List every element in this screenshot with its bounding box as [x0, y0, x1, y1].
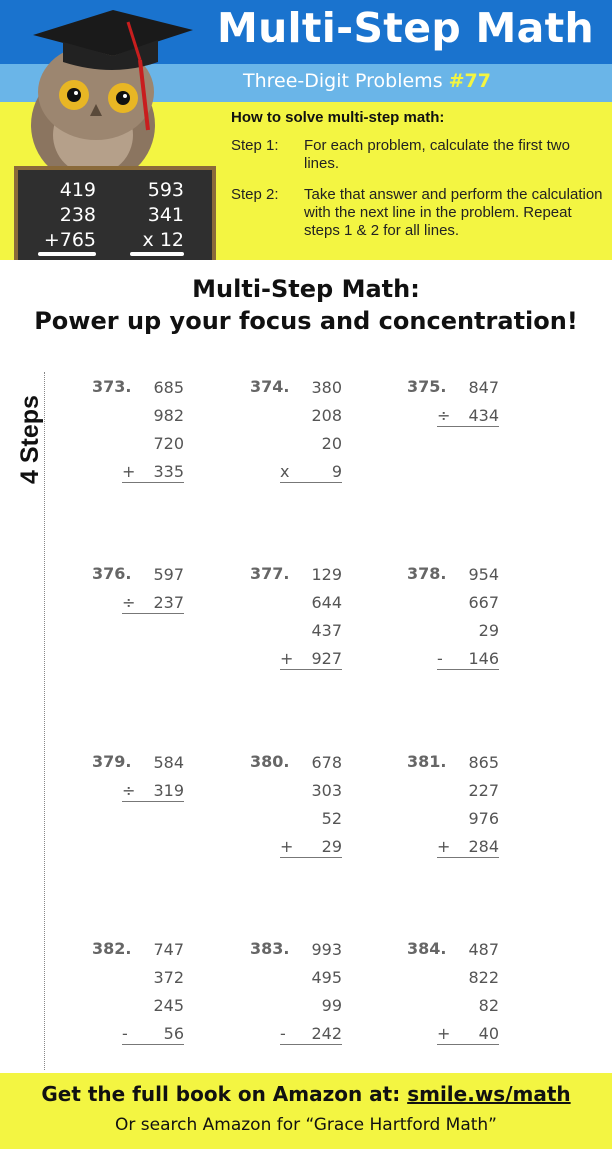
problem-line	[122, 995, 184, 1023]
problem-line	[280, 995, 342, 1023]
problem-lines	[437, 564, 499, 670]
operator: +	[280, 649, 294, 668]
operand: 584	[153, 753, 184, 772]
problem-line	[280, 939, 342, 967]
operator	[437, 939, 451, 967]
operator	[122, 939, 136, 967]
problem-number: 382.	[92, 939, 132, 958]
subtitle-text: Three-Digit Problems	[243, 70, 449, 92]
problem-number: 381.	[407, 752, 447, 771]
operand: 82	[478, 996, 499, 1015]
operand: 40	[478, 1024, 499, 1043]
problem-line	[280, 405, 342, 433]
problem-line	[280, 836, 342, 864]
problem-number: 373.	[92, 377, 132, 396]
operator	[280, 592, 294, 620]
operator	[280, 780, 294, 808]
chalkboard-left-line: 419	[59, 179, 96, 201]
operand: 644	[311, 593, 342, 612]
problem-line	[437, 592, 499, 620]
chalkboard-right-line: x 12	[142, 229, 184, 251]
operand: 20	[321, 434, 342, 453]
operand: 993	[311, 940, 342, 959]
operator: -	[122, 1024, 128, 1043]
operand: 495	[311, 968, 342, 987]
problem-line	[437, 620, 499, 648]
problem-number: 384.	[407, 939, 447, 958]
operand: 685	[153, 378, 184, 397]
operator	[122, 433, 136, 461]
problem-line	[122, 377, 184, 405]
footer-link[interactable]: smile.ws/math	[407, 1082, 571, 1106]
operand: 982	[153, 406, 184, 425]
step-label: Step 1:	[231, 137, 279, 154]
operator	[122, 377, 136, 405]
problem-line	[280, 752, 342, 780]
problem-lines	[122, 377, 184, 483]
operand: 208	[311, 406, 342, 425]
operator	[437, 780, 451, 808]
operator	[122, 564, 136, 592]
step-text: For each problem, calculate the first two lines.	[304, 137, 570, 172]
problem-lines	[122, 939, 184, 1045]
operand: 747	[153, 940, 184, 959]
operator	[280, 752, 294, 780]
operand: 380	[311, 378, 342, 397]
problem-number: 378.	[407, 564, 447, 583]
problem-line	[437, 939, 499, 967]
operand: 146	[468, 649, 499, 668]
operator	[437, 995, 451, 1023]
operator	[280, 939, 294, 967]
operand: 865	[468, 753, 499, 772]
operand: 242	[311, 1024, 342, 1043]
worksheet-tagline: Power up your focus and concentration!	[34, 307, 578, 335]
operator	[122, 405, 136, 433]
operand: 129	[311, 565, 342, 584]
operand: 303	[311, 781, 342, 800]
problem-line	[122, 564, 184, 592]
dotted-divider	[44, 372, 45, 1070]
operator	[280, 808, 294, 836]
operator	[280, 620, 294, 648]
operand: 678	[311, 753, 342, 772]
operand: 99	[321, 996, 342, 1015]
operand: 227	[468, 781, 499, 800]
problem-lines	[280, 377, 342, 483]
operand: 9	[331, 462, 342, 481]
problem-number: 374.	[250, 377, 290, 396]
operand: 284	[468, 837, 499, 856]
operand: 29	[478, 621, 499, 640]
problem-line	[280, 648, 342, 676]
operator	[122, 967, 136, 995]
problem-line	[122, 405, 184, 433]
chalkboard	[14, 166, 216, 260]
problem-number: 377.	[250, 564, 290, 583]
operator: ÷	[122, 781, 136, 800]
operator	[280, 995, 294, 1023]
problem-line	[437, 752, 499, 780]
operand: 237	[153, 593, 184, 612]
operator	[280, 967, 294, 995]
problem-lines	[122, 564, 184, 614]
operator	[437, 752, 451, 780]
chalkboard-right-column	[118, 178, 184, 253]
operator	[280, 433, 294, 461]
operator: x	[280, 462, 290, 481]
operand: 847	[468, 378, 499, 397]
operator: -	[280, 1024, 286, 1043]
problem-lines	[280, 564, 342, 670]
step-text: Take that answer and perform the calculation with the next line in the problem. Repeat steps 1 & 2 for all lines.	[304, 186, 603, 239]
problem-line	[280, 967, 342, 995]
problem-number: 376.	[92, 564, 132, 583]
footer-search-note: Or search Amazon for “Grace Hartford Math”	[115, 1115, 497, 1135]
problem-line	[280, 592, 342, 620]
operator: +	[437, 837, 451, 856]
footer-cta	[0, 1082, 612, 1106]
problem-lines	[437, 377, 499, 427]
steps-side-label: 4 Steps	[16, 395, 44, 484]
problem-lines	[437, 752, 499, 858]
page-title: Multi-Step Math	[216, 4, 594, 52]
operator: +	[122, 462, 136, 481]
chalkboard-right-line: 341	[147, 204, 184, 226]
problem-line	[280, 564, 342, 592]
instructions-heading: How to solve multi-step math:	[231, 109, 445, 126]
operator	[280, 377, 294, 405]
operator: +	[437, 1024, 451, 1043]
problem-lines	[280, 752, 342, 858]
operator	[122, 752, 136, 780]
problem-number: 375.	[407, 377, 447, 396]
operand: 487	[468, 940, 499, 959]
problem-number: 380.	[250, 752, 290, 771]
operand: 927	[311, 649, 342, 668]
problem-line	[122, 461, 184, 489]
operand: 245	[153, 996, 184, 1015]
problem-line	[437, 967, 499, 995]
problem-line	[280, 808, 342, 836]
operand: 822	[468, 968, 499, 987]
problem-line	[122, 592, 184, 620]
page-subtitle	[243, 70, 491, 92]
subtitle-number: #77	[448, 70, 492, 92]
operator	[280, 564, 294, 592]
operand: 976	[468, 809, 499, 828]
operand: 667	[468, 593, 499, 612]
problem-line	[280, 433, 342, 461]
problem-line	[280, 377, 342, 405]
problem-lines	[280, 939, 342, 1045]
footer-cta-text: Get the full book on Amazon at:	[41, 1082, 408, 1106]
problem-line	[122, 939, 184, 967]
problem-lines	[437, 939, 499, 1045]
operator	[437, 564, 451, 592]
chalkboard-underline	[130, 252, 184, 256]
problem-line	[437, 808, 499, 836]
operand: 597	[153, 565, 184, 584]
operand: 437	[311, 621, 342, 640]
chalkboard-underline	[38, 252, 96, 256]
operand: 434	[468, 406, 499, 425]
problem-line	[437, 836, 499, 864]
problem-line	[280, 461, 342, 489]
problem-line	[437, 648, 499, 676]
problem-line	[437, 1023, 499, 1051]
problem-number: 379.	[92, 752, 132, 771]
operator	[437, 808, 451, 836]
operator: +	[280, 837, 294, 856]
operator: -	[437, 649, 443, 668]
problem-line	[437, 995, 499, 1023]
problem-line	[122, 752, 184, 780]
problem-line	[437, 405, 499, 433]
chalkboard-left-line: 238	[59, 204, 96, 226]
operand: 954	[468, 565, 499, 584]
operand: 720	[153, 434, 184, 453]
problem-line	[122, 780, 184, 808]
operator	[437, 967, 451, 995]
problem-line	[122, 1023, 184, 1051]
operand: 52	[321, 809, 342, 828]
problem-line	[437, 377, 499, 405]
problem-lines	[122, 752, 184, 802]
problem-line	[280, 780, 342, 808]
operator	[437, 592, 451, 620]
operand: 319	[153, 781, 184, 800]
operator: ÷	[437, 406, 451, 425]
operand: 56	[163, 1024, 184, 1043]
problem-line	[280, 620, 342, 648]
worksheet-title: Multi-Step Math:	[192, 275, 420, 303]
step-label: Step 2:	[231, 186, 279, 203]
chalkboard-left-line: +765	[43, 229, 96, 251]
operand: 372	[153, 968, 184, 987]
problem-line	[280, 1023, 342, 1051]
operator	[122, 995, 136, 1023]
problem-line	[122, 967, 184, 995]
chalkboard-left-column	[30, 178, 96, 253]
operator	[437, 620, 451, 648]
operator	[437, 377, 451, 405]
owl-graduate-icon	[8, 0, 218, 175]
operator: ÷	[122, 593, 136, 612]
problem-number: 383.	[250, 939, 290, 958]
chalkboard-right-line: 593	[147, 179, 184, 201]
problem-line	[122, 433, 184, 461]
operand: 335	[153, 462, 184, 481]
operator	[280, 405, 294, 433]
problem-line	[437, 780, 499, 808]
problem-line	[437, 564, 499, 592]
operand: 29	[321, 837, 342, 856]
